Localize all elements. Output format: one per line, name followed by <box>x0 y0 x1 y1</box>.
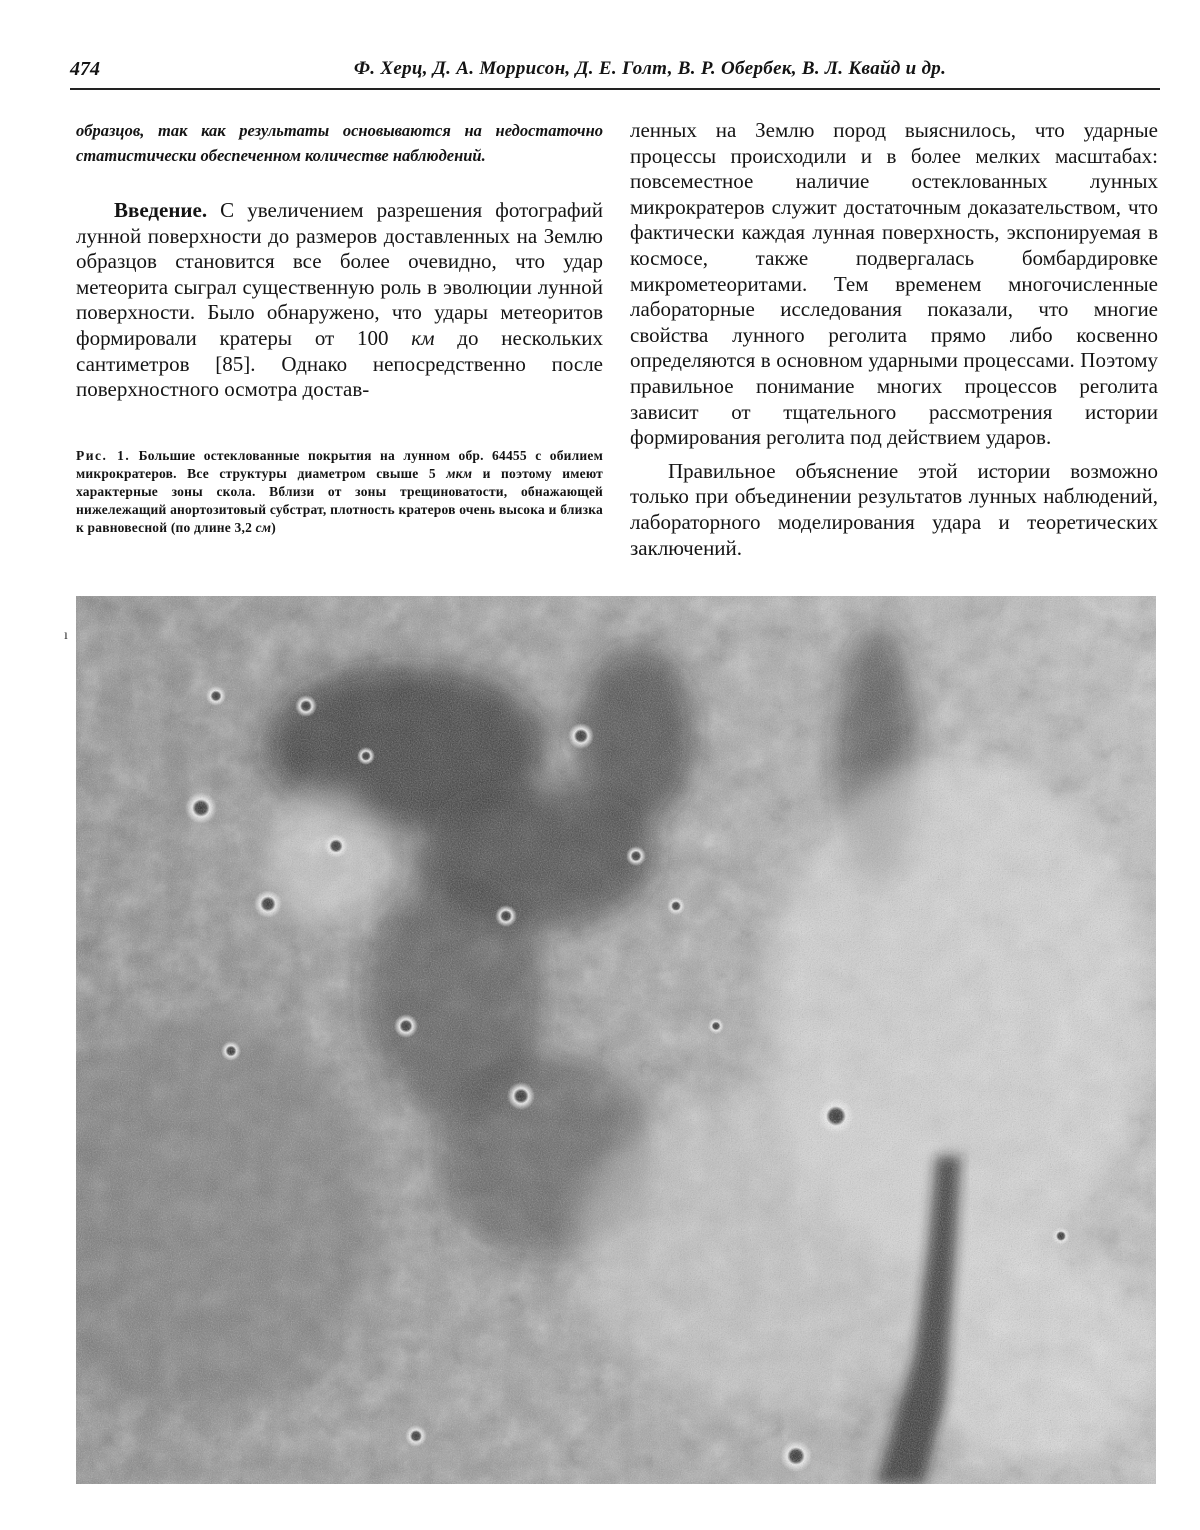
figure-photo-lunar-sample <box>76 596 1156 1484</box>
intro-text-b: до нескольких сантиметров [85]. Однако непосредственно после поверхностного осмотра достав- <box>76 325 603 402</box>
intro-text-a: С увеличением разрешения фотографий лунной поверхности до размеров доставленных на Землю образцов становится все более очевидно, что удар метеорита сыграл существенную роль в эволюции лунной поверхности. Было обнаружено, что удары метеоритов формировали кратеры от 100 <box>76 198 603 350</box>
running-head-authors: Ф. Херц, Д. А. Моррисон, Д. Е. Голт, В. Р. Обербек, В. Л. Квайд и др. <box>353 58 947 79</box>
figure-label: Рис. 1. <box>76 447 131 463</box>
page-number: 474 <box>70 58 100 80</box>
caption-text-a: Большие остеклованные покрытия на лунном обр. 64455 с обилием микрократеров. Все структуры диаметром свыше 5 <box>76 447 603 481</box>
right-column <box>630 118 1158 561</box>
header-rule <box>70 88 1160 90</box>
intro-paragraph <box>76 198 603 403</box>
caption-text-c: ) <box>271 519 276 535</box>
intro-unit-km: км <box>411 325 435 350</box>
caption-unit-um: мкм <box>446 465 473 481</box>
body-paragraph-1: ленных на Землю пород выяснилось, что ударные процессы происходили и в более мелких масштабах: повсеместное наличие остеклованных лунных микрократеров служит достаточным доказательством, что фактически каждая лунная поверхность, экспонируемая в космосе, также подвергалась бомбардировке микрометеоритами. Тем временем многочисленные лабораторные исследования показали, что многие свойства лунного реголита прямо либо косвенно определяются в основном ударными процессами. Поэтому правильное понимание многих процессов реголита зависит от тщательного рассмотрения истории формирования реголита под действием ударов. <box>630 118 1158 450</box>
abstract-tail: образцов, так как результаты основываются на недостаточно статистически обеспеченном количестве наблюдений. <box>76 121 603 165</box>
caption-text-b: и поэтому имеют характерные зоны скола. Вблизи от зоны трещиноватости, обнажающей нижележащий анортозитовый субстрат, плотность кратеров очень высока и близка к равновесной (по длине 3,2 <box>76 465 604 535</box>
scan-mark-left: ı <box>64 628 68 643</box>
lunar-surface-photo <box>76 596 1156 1484</box>
caption-unit-cm: см <box>255 519 272 535</box>
left-column <box>76 118 603 537</box>
figure-caption <box>76 447 603 537</box>
body-paragraph-2: Правильное объяснение этой истории возможно только при объединении результатов лунных наблюдений, лабораторного моделирования удара и теоретических заключений. <box>630 458 1158 560</box>
intro-heading: Введение. <box>114 198 208 222</box>
